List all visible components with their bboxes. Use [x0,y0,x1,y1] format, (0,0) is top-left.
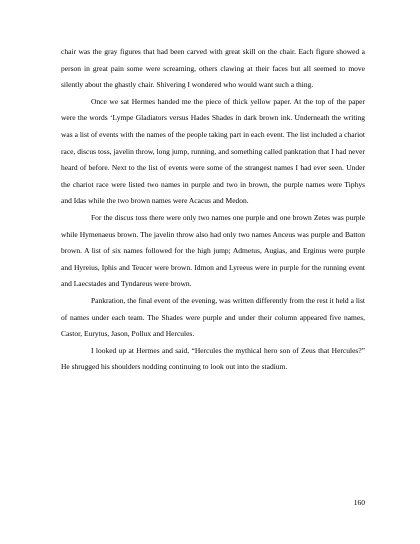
page-number: 160 [353,498,365,507]
paragraph-5: I looked up at Hermes and said, “Hercules the mythical hero son of Zeus that Hercules?” He shrugged his shoulders nodding continuing to look out into the stadium. [61,345,365,372]
paragraph-1: chair was the gray figures that had been carved with great skill on the chair. Each figure showed a person in great pain some were screaming, others clawing at their faces but all seemed to move silently about the ghastly chair. Shivering I wondered who would want such a thing. [61,47,365,90]
paragraph-2: Once we sat Hermes handed me the piece of thick yellow paper. At the top of the paper were the words ‘Lympe Gladiators versus Hades Shades in dark brown ink. Underneath the writing was a list of events with the names of the people taking part in each event. The list included a chariot race, discus toss, javelin throw, long jump, running, and something called pankration that I had never heard of before. Next to the list of events were some of the strangest names I had ever seen. Under the chariot race were listed two names in purple and two in brown, the purple names were Tiphys and Idas while the two brown names were Acacus and Medon. [61,96,365,206]
paragraph-3: For the discus toss there were only two names one purple and one brown Zetes was purple while Hymenaeus brown. The javelin throw also had only two names Anceus was purple and Batton brown. A list of six names followed for the high jump; Admetus, Augias, and Erginus were purple and Hyreius, Iphis and Teucer were brown. Idmon and Lyreeus were in purple for the running event and Laecstades and Tyndareus were brown. [61,212,365,289]
body-text [61,44,365,376]
paragraph-4: Pankration, the final event of the evening, was written differently from the rest it held a list of names under each team. The Shades were purple and under their column appeared five names, Castor, Eurytus, Jason, Pollux and Hercules. [61,295,365,339]
